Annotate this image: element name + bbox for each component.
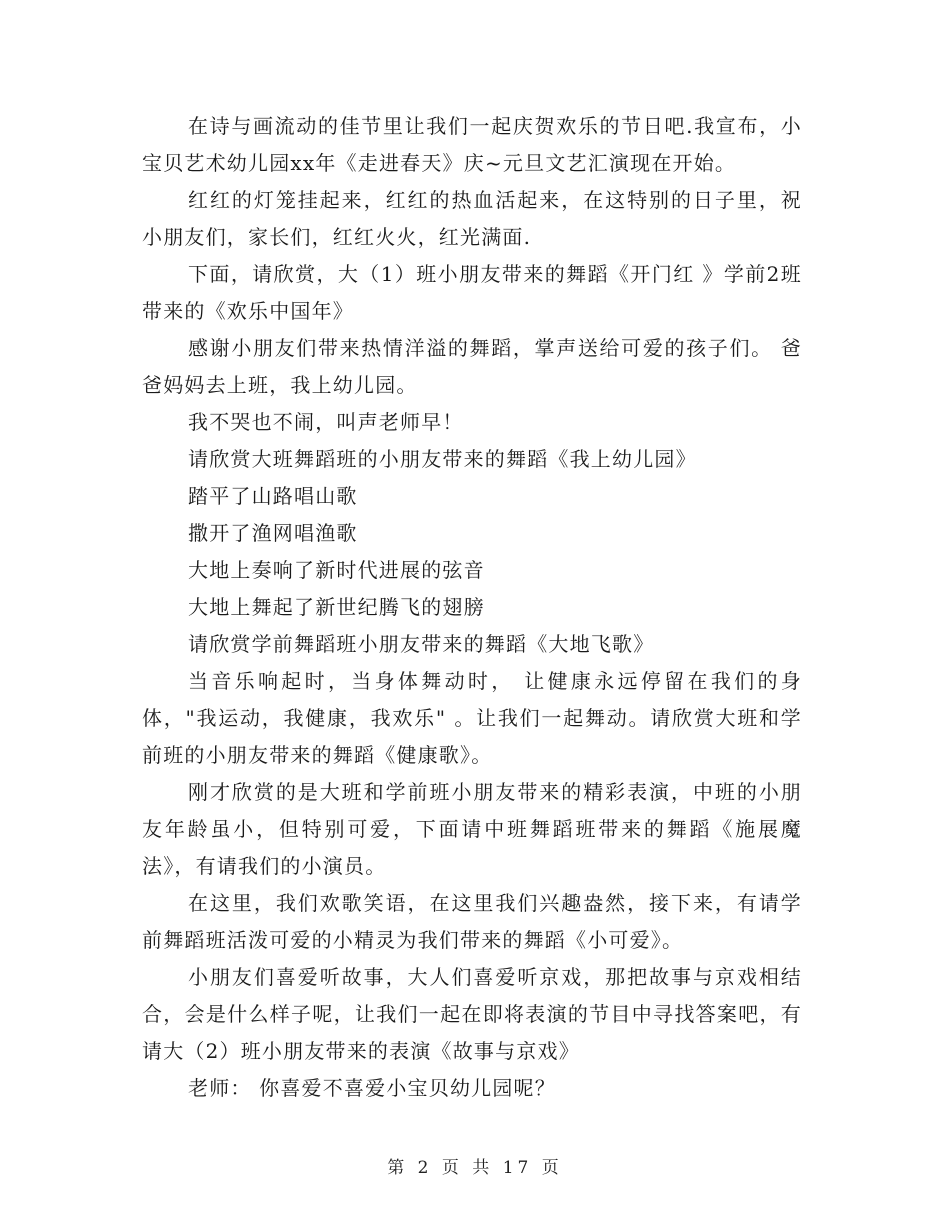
paragraph: 请欣赏学前舞蹈班小朋友带来的舞蹈《大地飞歌》	[188, 632, 655, 656]
document-body	[142, 108, 802, 1107]
paragraph: 踏平了山路唱山歌	[188, 484, 358, 508]
page-footer: 第 2 页 共 17 页	[387, 1158, 563, 1178]
paragraph: 大地上舞起了新世纪腾飞的翅膀	[188, 595, 485, 619]
paragraph: 红红的灯笼挂起来，红红的热血活起来，在这特别的日子里，祝小朋友们，家长们，红红火火，红光满面.	[142, 188, 802, 249]
paragraph: 小朋友们喜爱听故事，大人们喜爱听京戏，那把故事与京戏相结合，会是什么样子呢，让我们一起在即将表演的节目中寻找答案吧，有请大（2）班小朋友带来的表演《故事与京戏》	[142, 965, 802, 1063]
paragraph: 刚才欣赏的是大班和学前班小朋友带来的精彩表演，中班的小朋友年龄虽小，但特别可爱，下面请中班舞蹈班带来的舞蹈《施展魔法》，有请我们的小演员。	[142, 780, 802, 878]
paragraph: 当音乐响起时，当身体舞动时， 让健康永远停留在我们的身体，"我运动，我健康，我欢乐" 。让我们一起舞动。请欣赏大班和学前班的小朋友带来的舞蹈《健康歌》。	[142, 669, 802, 767]
paragraph: 撒开了渔网唱渔歌	[188, 521, 358, 545]
paragraph: 老师： 你喜爱不喜爱小宝贝幼儿园呢？	[188, 1076, 556, 1100]
paragraph: 在这里，我们欢歌笑语，在这里我们兴趣盎然，接下来，有请学前舞蹈班活泼可爱的小精灵为我们带来的舞蹈《小可爱》。	[142, 891, 802, 952]
paragraph: 请欣赏大班舞蹈班的小朋友带来的舞蹈《我上幼儿园》	[188, 447, 697, 471]
paragraph: 在诗与画流动的佳节里让我们一起庆贺欢乐的节日吧.我宣布，小宝贝艺术幼儿园xx年《走进春天》庆~元旦文艺汇演现在开始。	[142, 114, 802, 175]
paragraph: 大地上奏响了新时代进展的弦音	[188, 558, 485, 582]
paragraph: 下面，请欣赏，大（1）班小朋友带来的舞蹈《开门红 》学前2班带来的《欢乐中国年》	[142, 262, 802, 323]
paragraph: 我不哭也不闹，叫声老师早！	[188, 410, 464, 434]
paragraph: 感谢小朋友们带来热情洋溢的舞蹈，掌声送给可爱的孩子们。 爸爸妈妈去上班，我上幼儿园。	[142, 336, 802, 397]
